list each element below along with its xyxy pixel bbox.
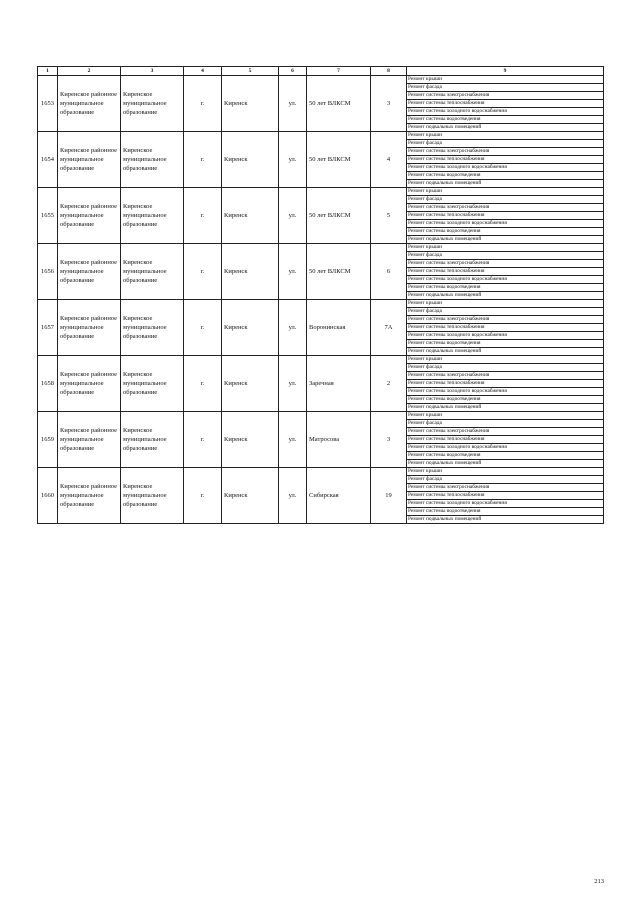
repair-work-cell: Ремонт подвальных помещений bbox=[407, 180, 604, 188]
repair-work-cell: Ремонт фасада bbox=[407, 308, 604, 316]
repair-work-cell: Ремонт системы холодного водоснабжения bbox=[407, 164, 604, 172]
district-cell: Киренское районное муниципальное образование bbox=[58, 76, 121, 132]
table-body bbox=[38, 76, 604, 524]
municipality-cell: Киренское муниципальное образование bbox=[121, 300, 184, 356]
repair-work-cell: Ремонт системы водоотведения bbox=[407, 172, 604, 180]
repair-program-table bbox=[37, 66, 604, 524]
repair-work-cell: Ремонт системы холодного водоснабжения bbox=[407, 108, 604, 116]
repair-work-cell: Ремонт системы теплоснабжения bbox=[407, 212, 604, 220]
locality-cell: Киренск bbox=[222, 412, 279, 468]
repair-work-cell: Ремонт крыши bbox=[407, 244, 604, 252]
repair-work-cell: Ремонт системы электроснабжения bbox=[407, 204, 604, 212]
repair-work-cell: Ремонт системы холодного водоснабжения bbox=[407, 276, 604, 284]
repair-work-cell: Ремонт фасада bbox=[407, 140, 604, 148]
header-cell: 4 bbox=[184, 67, 222, 76]
district-cell: Киренское районное муниципальное образование bbox=[58, 468, 121, 524]
repair-work-cell: Ремонт крыши bbox=[407, 300, 604, 308]
table-row bbox=[38, 132, 604, 140]
house-number-cell: 3 bbox=[371, 412, 407, 468]
locality-cell: Киренск bbox=[222, 468, 279, 524]
repair-work-cell: Ремонт системы водоотведения bbox=[407, 396, 604, 404]
street-cell: Заречная bbox=[307, 356, 371, 412]
table-row bbox=[38, 300, 604, 308]
street-cell: Сибирская bbox=[307, 468, 371, 524]
house-number-cell: 7А bbox=[371, 300, 407, 356]
locality-type-cell: г. bbox=[184, 188, 222, 244]
table-row bbox=[38, 468, 604, 476]
repair-work-cell: Ремонт фасада bbox=[407, 196, 604, 204]
municipality-cell: Киренское муниципальное образование bbox=[121, 76, 184, 132]
repair-work-cell: Ремонт подвальных помещений bbox=[407, 516, 604, 524]
repair-work-cell: Ремонт системы водоотведения bbox=[407, 116, 604, 124]
repair-work-cell: Ремонт системы водоотведения bbox=[407, 340, 604, 348]
street-cell: 50 лет ВЛКСМ bbox=[307, 244, 371, 300]
header-cell: 2 bbox=[58, 67, 121, 76]
repair-work-cell: Ремонт системы электроснабжения bbox=[407, 484, 604, 492]
locality-cell: Киренск bbox=[222, 188, 279, 244]
header-cell: 9 bbox=[407, 67, 604, 76]
row-number-cell: 1656 bbox=[38, 244, 58, 300]
district-cell: Киренское районное муниципальное образование bbox=[58, 188, 121, 244]
repair-work-cell: Ремонт системы холодного водоснабжения bbox=[407, 332, 604, 340]
repair-work-cell: Ремонт крыши bbox=[407, 412, 604, 420]
repair-work-cell: Ремонт системы водоотведения bbox=[407, 452, 604, 460]
repair-work-cell: Ремонт системы теплоснабжения bbox=[407, 492, 604, 500]
house-number-cell: 2 bbox=[371, 356, 407, 412]
house-number-cell: 19 bbox=[371, 468, 407, 524]
locality-cell: Киренск bbox=[222, 76, 279, 132]
table-row bbox=[38, 188, 604, 196]
street-cell: Матросова bbox=[307, 412, 371, 468]
street-type-cell: ул. bbox=[279, 356, 307, 412]
header-cell: 5 bbox=[222, 67, 279, 76]
repair-work-cell: Ремонт системы холодного водоснабжения bbox=[407, 388, 604, 396]
repair-work-cell: Ремонт системы электроснабжения bbox=[407, 92, 604, 100]
repair-work-cell: Ремонт системы электроснабжения bbox=[407, 148, 604, 156]
locality-cell: Киренск bbox=[222, 356, 279, 412]
district-cell: Киренское районное муниципальное образование bbox=[58, 356, 121, 412]
table-row bbox=[38, 76, 604, 84]
street-type-cell: ул. bbox=[279, 468, 307, 524]
repair-work-cell: Ремонт системы теплоснабжения bbox=[407, 156, 604, 164]
house-number-cell: 6 bbox=[371, 244, 407, 300]
repair-work-cell: Ремонт системы теплоснабжения bbox=[407, 380, 604, 388]
repair-work-cell: Ремонт крыши bbox=[407, 356, 604, 364]
repair-work-cell: Ремонт фасада bbox=[407, 420, 604, 428]
municipality-cell: Киренское муниципальное образование bbox=[121, 132, 184, 188]
municipality-cell: Киренское муниципальное образование bbox=[121, 188, 184, 244]
municipality-cell: Киренское муниципальное образование bbox=[121, 244, 184, 300]
repair-work-cell: Ремонт подвальных помещений bbox=[407, 404, 604, 412]
repair-work-cell: Ремонт подвальных помещений bbox=[407, 124, 604, 132]
house-number-cell: 5 bbox=[371, 188, 407, 244]
repair-work-cell: Ремонт системы теплоснабжения bbox=[407, 100, 604, 108]
house-number-cell: 3 bbox=[371, 76, 407, 132]
repair-work-cell: Ремонт крыши bbox=[407, 76, 604, 84]
row-number-cell: 1655 bbox=[38, 188, 58, 244]
street-cell: 50 лет ВЛКСМ bbox=[307, 76, 371, 132]
street-type-cell: ул. bbox=[279, 300, 307, 356]
district-cell: Киренское районное муниципальное образование bbox=[58, 300, 121, 356]
table-row bbox=[38, 356, 604, 364]
repair-work-cell: Ремонт крыши bbox=[407, 188, 604, 196]
repair-work-cell: Ремонт системы электроснабжения bbox=[407, 372, 604, 380]
locality-cell: Киренск bbox=[222, 300, 279, 356]
repair-work-cell: Ремонт фасада bbox=[407, 476, 604, 484]
municipality-cell: Киренское муниципальное образование bbox=[121, 412, 184, 468]
header-cell: 7 bbox=[307, 67, 371, 76]
street-type-cell: ул. bbox=[279, 188, 307, 244]
header-cell: 3 bbox=[121, 67, 184, 76]
repair-work-cell: Ремонт системы водоотведения bbox=[407, 508, 604, 516]
locality-cell: Киренск bbox=[222, 132, 279, 188]
locality-type-cell: г. bbox=[184, 76, 222, 132]
municipality-cell: Киренское муниципальное образование bbox=[121, 356, 184, 412]
repair-work-cell: Ремонт системы холодного водоснабжения bbox=[407, 220, 604, 228]
repair-work-cell: Ремонт системы водоотведения bbox=[407, 284, 604, 292]
street-cell: Воронинская bbox=[307, 300, 371, 356]
street-type-cell: ул. bbox=[279, 132, 307, 188]
header-cell: 8 bbox=[371, 67, 407, 76]
street-type-cell: ул. bbox=[279, 76, 307, 132]
repair-work-cell: Ремонт фасада bbox=[407, 364, 604, 372]
row-number-cell: 1660 bbox=[38, 468, 58, 524]
municipality-cell: Киренское муниципальное образование bbox=[121, 468, 184, 524]
repair-work-cell: Ремонт подвальных помещений bbox=[407, 236, 604, 244]
table-row bbox=[38, 412, 604, 420]
locality-type-cell: г. bbox=[184, 244, 222, 300]
locality-type-cell: г. bbox=[184, 468, 222, 524]
header-cell: 1 bbox=[38, 67, 58, 76]
repair-work-cell: Ремонт системы водоотведения bbox=[407, 228, 604, 236]
locality-type-cell: г. bbox=[184, 132, 222, 188]
repair-work-cell: Ремонт системы электроснабжения bbox=[407, 316, 604, 324]
repair-work-cell: Ремонт системы теплоснабжения bbox=[407, 268, 604, 276]
repair-work-cell: Ремонт подвальных помещений bbox=[407, 292, 604, 300]
repair-work-cell: Ремонт фасада bbox=[407, 252, 604, 260]
row-number-cell: 1657 bbox=[38, 300, 58, 356]
row-number-cell: 1653 bbox=[38, 76, 58, 132]
repair-work-cell: Ремонт фасада bbox=[407, 84, 604, 92]
repair-work-cell: Ремонт системы холодного водоснабжения bbox=[407, 500, 604, 508]
house-number-cell: 4 bbox=[371, 132, 407, 188]
repair-work-cell: Ремонт крыши bbox=[407, 132, 604, 140]
locality-type-cell: г. bbox=[184, 300, 222, 356]
district-cell: Киренское районное муниципальное образование bbox=[58, 244, 121, 300]
column-number-header-row bbox=[38, 67, 604, 76]
row-number-cell: 1659 bbox=[38, 412, 58, 468]
page-number: 213 bbox=[594, 878, 604, 885]
street-cell: 50 лет ВЛКСМ bbox=[307, 188, 371, 244]
street-type-cell: ул. bbox=[279, 412, 307, 468]
locality-type-cell: г. bbox=[184, 356, 222, 412]
locality-type-cell: г. bbox=[184, 412, 222, 468]
repair-work-cell: Ремонт крыши bbox=[407, 468, 604, 476]
repair-work-cell: Ремонт системы холодного водоснабжения bbox=[407, 444, 604, 452]
locality-cell: Киренск bbox=[222, 244, 279, 300]
row-number-cell: 1658 bbox=[38, 356, 58, 412]
district-cell: Киренское районное муниципальное образование bbox=[58, 132, 121, 188]
district-cell: Киренское районное муниципальное образование bbox=[58, 412, 121, 468]
repair-work-cell: Ремонт подвальных помещений bbox=[407, 348, 604, 356]
table-row bbox=[38, 244, 604, 252]
repair-work-cell: Ремонт системы электроснабжения bbox=[407, 428, 604, 436]
header-cell: 6 bbox=[279, 67, 307, 76]
repair-work-cell: Ремонт системы электроснабжения bbox=[407, 260, 604, 268]
street-cell: 50 лет ВЛКСМ bbox=[307, 132, 371, 188]
row-number-cell: 1654 bbox=[38, 132, 58, 188]
street-type-cell: ул. bbox=[279, 244, 307, 300]
repair-work-cell: Ремонт системы теплоснабжения bbox=[407, 436, 604, 444]
repair-work-cell: Ремонт подвальных помещений bbox=[407, 460, 604, 468]
repair-work-cell: Ремонт системы теплоснабжения bbox=[407, 324, 604, 332]
